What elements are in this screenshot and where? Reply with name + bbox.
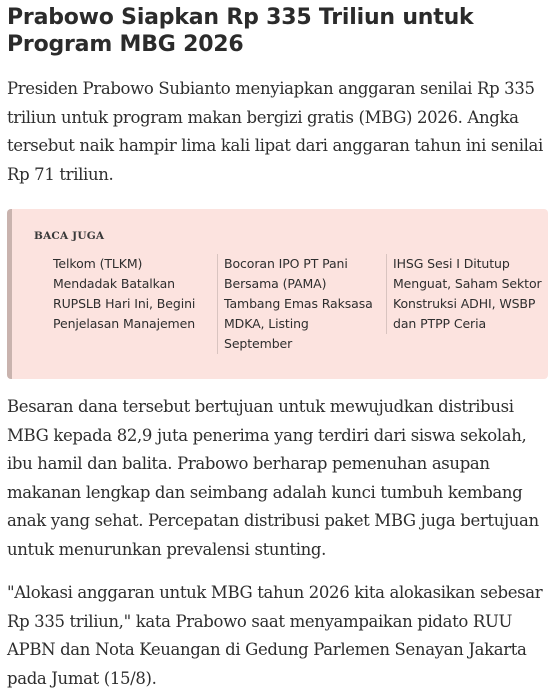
related-link-ihsg[interactable]: IHSG Sesi I Ditutup Menguat, Saham Sektor Konstruksi ADHI, WSBP dan PTPP Ceria	[386, 254, 543, 334]
article-title: Prabowo Siapkan Rp 335 Triliun untuk Program MBG 2026	[7, 5, 474, 57]
related-link-telkom[interactable]: Telkom (TLKM) Mendadak Batalkan RUPSLB Hari Ini, Begini Penjelasan Manajemen	[53, 256, 196, 331]
article-paragraph-1: Presiden Prabowo Subianto menyiapkan anggaran senilai Rp 335 triliun untuk program makan bergizi gratis (MBG) 2026. Angka tersebut naik hampir lima kali lipat dari anggaran tahun ini senilai Rp 71 triliun.	[7, 79, 543, 184]
related-heading: BACA JUGA	[34, 230, 105, 242]
article-paragraph-2: Besaran dana tersebut bertujuan untuk mewujudkan distribusi MBG kepada 82,9 juta penerima yang terdiri dari siswa sekolah, ibu hamil dan balita. Prabowo berharap pemenuhan asupan makanan lengkap dan seimbang adalah kunci tumbuh kembang anak yang sehat. Percepatan distribusi paket MBG juga bertujuan untuk menurunkan prevalensi stunting.	[7, 397, 539, 559]
article	[7, 0, 547, 693]
article-paragraph-3: "Alokasi anggaran untuk MBG tahun 2026 kita alokasikan sebesar Rp 335 triliun," kata Prabowo saat menyampaikan pidato RUU APBN dan Nota Keuangan di Gedung Parlemen Senayan Jakarta pada Jumat (15/8).	[7, 583, 543, 688]
related-articles-box	[7, 209, 548, 379]
related-link-pama[interactable]: Bocoran IPO PT Pani Bersama (PAMA) Tambang Emas Raksasa MDKA, Listing September	[217, 254, 374, 354]
